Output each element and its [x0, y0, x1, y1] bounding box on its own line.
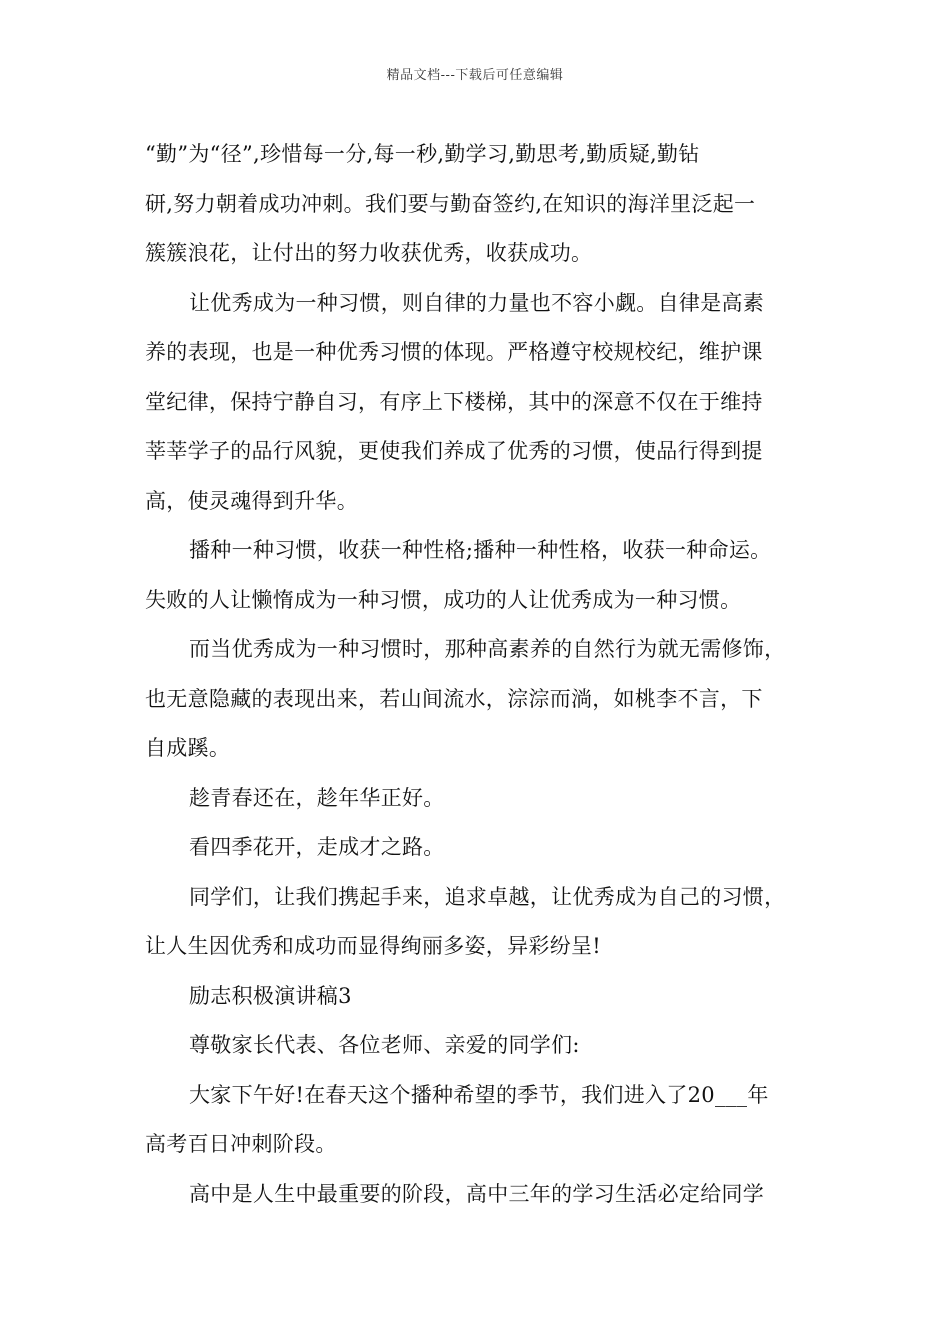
text-line: 莘莘学子的品行风貌，更使我们养成了优秀的习惯，使品行得到提: [145, 439, 763, 463]
text-line: 养的表现，也是一种优秀习惯的体现。严格遵守校规校纪，维护课: [145, 340, 763, 364]
paragraph-start-line: 看四季花开，走成才之路。: [189, 835, 445, 859]
section-title: 励志积极演讲稿3: [189, 983, 352, 1008]
paragraph-start-line: 让优秀成为一种习惯，则自律的力量也不容小觑。自律是高素: [189, 290, 765, 315]
page-header: 精品文档---下载后可任意编辑: [386, 68, 564, 83]
document-body: [145, 130, 810, 1219]
text-line: “勤”为“径”,珍惜每一分,每一秒,勤学习,勤思考,勤质疑,勤钻: [145, 142, 700, 166]
text-line: 自成蹊。: [145, 736, 231, 760]
paragraph-start-line: 同学们，让我们携起手来，追求卓越，让优秀成为自己的习惯，: [189, 884, 786, 909]
text-line: 堂纪律，保持宁静自习，有序上下楼梯，其中的深意不仅在于维持: [145, 389, 763, 414]
paragraph-start-line: 趁青春还在，趁年华正好。: [189, 785, 445, 810]
text-line: 让人生因优秀和成功而显得绚丽多姿，异彩纷呈!: [145, 934, 602, 958]
text-line: 也无意隐藏的表现出来，若山间流水，淙淙而淌，如桃李不言，下: [145, 686, 763, 711]
paragraph-start-line: 大家下午好!在春天这个播种希望的季节，我们进入了20___年: [189, 1082, 769, 1107]
text-line: 研,努力朝着成功冲刺。我们要与勤奋签约,在知识的海洋里泛起一: [145, 191, 756, 216]
text-line: 高考百日冲刺阶段。: [145, 1132, 337, 1156]
paragraph-start-line: 高中是人生中最重要的阶段，高中三年的学习生活必定给同学: [189, 1181, 765, 1206]
text-line: 失败的人让懒惰成为一种习惯，成功的人让优秀成为一种习惯。: [145, 587, 742, 612]
paragraph-start-line: 播种一种习惯，收获一种性格;播种一种性格，收获一种命运。: [189, 538, 772, 562]
text-line: 簇簇浪花，让付出的努力收获优秀，收获成功。: [145, 241, 593, 265]
salutation-line: 尊敬家长代表、各位老师、亲爱的同学们:: [189, 1033, 580, 1057]
paragraph-start-line: 而当优秀成为一种习惯时，那种高素养的自然行为就无需修饰，: [189, 637, 786, 661]
text-line: 高，使灵魂得到升华。: [145, 488, 358, 513]
